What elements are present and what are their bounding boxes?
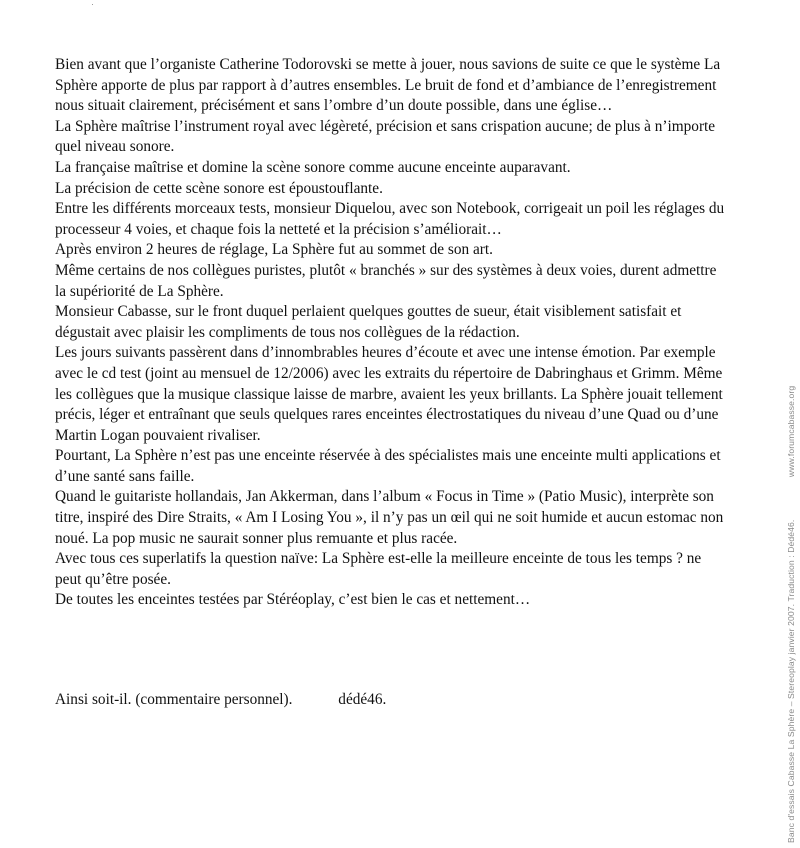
- closing-remark: Ainsi soit-il. (commentaire personnel).: [55, 691, 293, 708]
- paragraph: La précision de cette scène sonore est époustouflante.: [55, 179, 383, 197]
- source-credit: Banc d'essais Cabasse La Sphère – Stereoplay janvier 2007. Traduction : Dédé46.: [786, 519, 796, 843]
- paragraph: La Sphère maîtrise l’instrument royal avec légèreté, précision et sans crispation aucune; de plus à n’importe quel niveau sonore.: [55, 117, 716, 156]
- paragraph: Monsieur Cabasse, sur le front duquel perlaient quelques gouttes de sueur, était visiblement satisfait et dégustait avec plaisir les compliments de tous nos collègues de la rédaction.: [55, 303, 682, 341]
- paragraph: Pourtant, La Sphère n’est pas une enceinte réservée à des spécialistes mais une enceinte multi applications et d’une santé sans faille.: [55, 447, 721, 485]
- paragraph: Avec tous ces superlatifs la question naïve: La Sphère est-elle la meilleure enceinte de tous les temps ? ne peut qu’être posée.: [55, 550, 702, 588]
- paragraph: La française maîtrise et domine la scène sonore comme aucune enceinte auparavant.: [55, 158, 571, 176]
- vertical-side-note: [786, 386, 796, 843]
- paragraph: Bien avant que l’organiste Catherine Todorovski se mette à jouer, nous savions de suite ce que le système La Sphère apporte de plus par rapport à d’autres ensembles. Le bruit de fond et d’ambiance de l’enregistrement nous situait clairement, précisément et sans l’ombre d’un doute possible, dans une église…: [55, 56, 721, 115]
- paragraph: Entre les différents morceaux tests, monsieur Diquelou, avec son Notebook, corrigeait un poil les réglages du processeur 4 voies, et chaque fois la netteté et la précision s’améliorait…: [55, 200, 725, 238]
- author-signature: dédé46.: [338, 691, 387, 708]
- website-url: www.forumcabasse.org: [786, 385, 796, 478]
- paragraph: Quand le guitariste hollandais, Jan Akkerman, dans l’album « Focus in Time » (Patio Music), interprète son titre, inspiré des Dire Straits, « Am I Losing You », il n’y pas un œil qui ne soit humide et aucun estomac non noué. La pop music ne saurait sonner plus remuante et plus racée.: [55, 488, 724, 547]
- article-body: [55, 55, 725, 611]
- paragraph: Même certains de nos collègues puristes, plutôt « branchés » sur des systèmes à deux voies, durent admettre la supériorité de La Sphère.: [55, 261, 717, 300]
- paragraph: Les jours suivants passèrent dans d’innombrables heures d’écoute et avec une intense émotion. Par exemple avec le cd test (joint au mensuel de 12/2006) avec les extraits du répertoire de Dabringhaus et Grimm. Même les collègues que la musique classique laisse de marbre, avaient les yeux brillants. La Sphère jouait tellement précis, léger et entraînant que seuls quelques rares enceintes électrostatiques du niveau d’une Quad ou d’une Martin Logan pouvaient rivaliser.: [55, 344, 723, 444]
- scan-speck: [92, 4, 93, 5]
- paragraph: Après environ 2 heures de réglage, La Sphère fut au sommet de son art.: [55, 241, 493, 259]
- paragraph: De toutes les enceintes testées par Stéréoplay, c’est bien le cas et nettement…: [55, 591, 531, 609]
- closing-line: [55, 690, 386, 711]
